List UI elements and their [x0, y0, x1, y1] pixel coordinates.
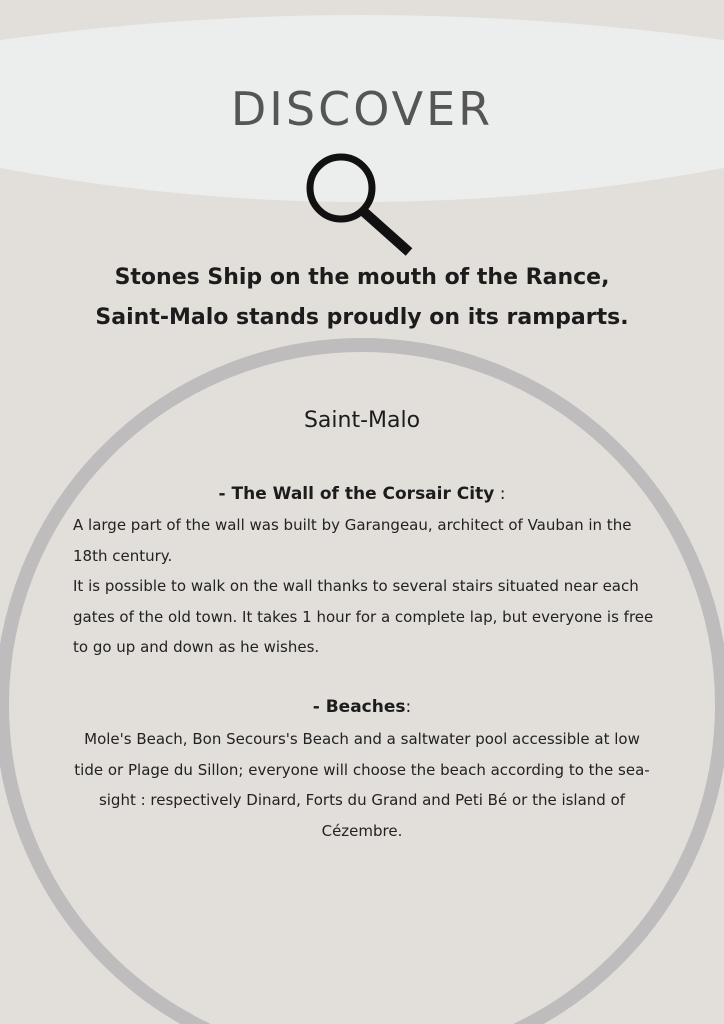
wall-paragraph-1: A large part of the wall was built by Garangeau, architect of Vauban in the 18th century.	[73, 516, 632, 565]
beaches-text	[72, 724, 652, 846]
beaches-paragraph: Mole's Beach, Bon Secours's Beach and a saltwater pool accessible at low tide or Plage du Sillon; everyone will choose the beach according to the sea-sight : respectively Dinard, Forts du Grand and Peti Bé or the island of Cézembre.	[74, 730, 650, 840]
wall-paragraph-2: It is possible to walk on the wall thanks to several stairs situated near each gates of the old town. It takes 1 hour for a complete lap, but everyone is free to go up and down as he wishes.	[73, 577, 654, 656]
headline-line-1: Stones Ship on the mouth of the Rance,	[114, 265, 610, 290]
city-heading: Saint-Malo	[303, 408, 421, 433]
beaches-heading-colon: :	[405, 697, 412, 717]
beaches-heading-text: - Beaches	[312, 697, 406, 717]
beaches-heading	[0, 697, 724, 717]
wall-heading	[0, 484, 724, 504]
headline-line-2: Saint-Malo stands proudly on its ramparts.	[95, 305, 629, 330]
wall-heading-text: - The Wall of the Corsair City	[218, 484, 495, 504]
wall-heading-colon: :	[494, 484, 506, 504]
page-title: DISCOVER	[230, 82, 494, 136]
wall-text	[73, 510, 663, 663]
